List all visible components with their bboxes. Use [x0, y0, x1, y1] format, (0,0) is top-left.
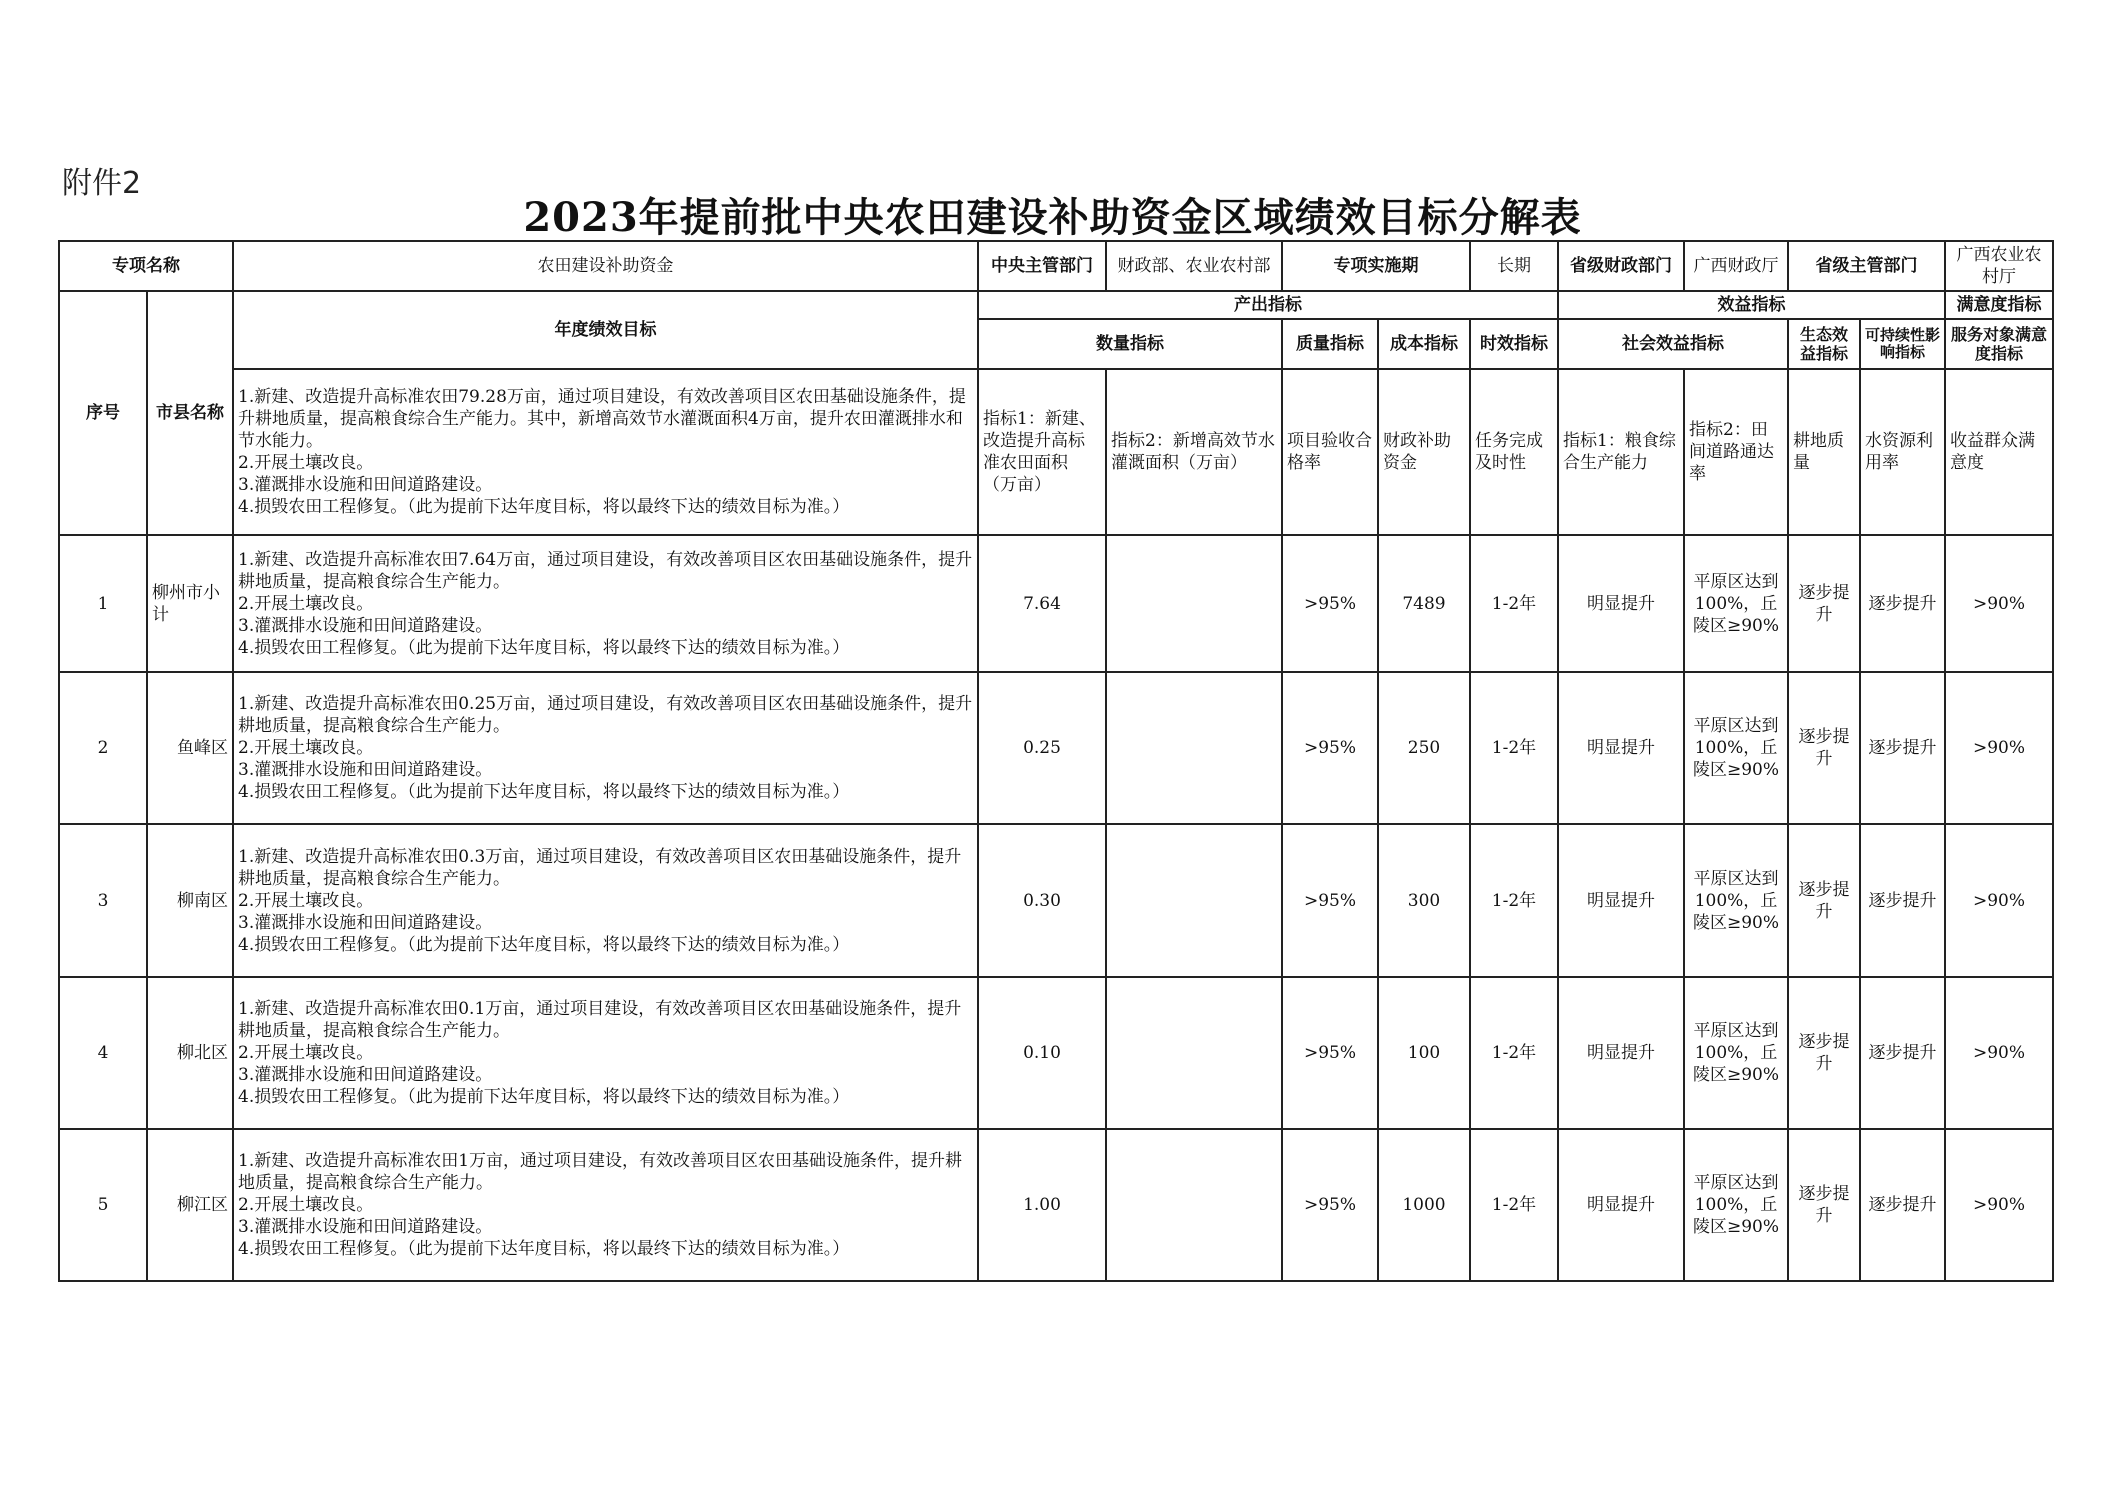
row-time: 1-2年: [1470, 977, 1558, 1129]
row-irrigation: [1106, 977, 1282, 1129]
row-cost: 1000: [1378, 1129, 1470, 1281]
row-grain: 明显提升: [1558, 672, 1684, 824]
row-county: 柳江区: [147, 1129, 233, 1281]
row-area: 0.30: [978, 824, 1106, 977]
row-eco: 逐步提升: [1788, 824, 1860, 977]
row-goal-line: 4.损毁农田工程修复。（此为提前下达年度目标，将以最终下达的绩效目标为准。）: [238, 1239, 850, 1259]
indicator-row: [59, 369, 2053, 535]
row-grain: 明显提升: [1558, 535, 1684, 672]
row-water: 逐步提升: [1860, 824, 1945, 977]
cost-header: 成本指标: [1378, 319, 1470, 369]
row-irrigation: [1106, 672, 1282, 824]
indicator-road: 指标2：田间道路通达率: [1684, 369, 1788, 535]
prov-finance-label: 省级财政部门: [1558, 241, 1684, 291]
row-goal-line: 2.开展土壤改良。: [238, 738, 374, 758]
row-quality: >95%: [1282, 672, 1378, 824]
central-dept-value: 财政部、农业农村部: [1106, 241, 1282, 291]
row-goal-line: 3.灌溉排水设施和田间道路建设。: [238, 912, 493, 933]
row-grain: 明显提升: [1558, 824, 1684, 977]
row-time: 1-2年: [1470, 1129, 1558, 1281]
project-name-value: 农田建设补助资金: [233, 241, 978, 291]
row-road: 平原区达到100%，丘陵区≥90%: [1684, 977, 1788, 1129]
timeliness-header: 时效指标: [1470, 319, 1558, 369]
annual-goal-header: 年度绩效目标: [233, 291, 978, 369]
row-seq: 4: [59, 977, 147, 1129]
row-goal-line: 4.损毁农田工程修复。（此为提前下达年度目标，将以最终下达的绩效目标为准。）: [238, 782, 850, 802]
indicator-cost: 财政补助资金: [1378, 369, 1470, 535]
row-satisfaction: >90%: [1945, 977, 2053, 1129]
project-name-label: 专项名称: [59, 241, 233, 291]
row-area: 1.00: [978, 1129, 1106, 1281]
row-quality: >95%: [1282, 535, 1378, 672]
row-road: 平原区达到100%，丘陵区≥90%: [1684, 535, 1788, 672]
row-goal-line: 2.开展土壤改良。: [238, 593, 374, 614]
row-satisfaction: >90%: [1945, 535, 2053, 672]
row-seq: 5: [59, 1129, 147, 1281]
row-goal-line: 2.开展土壤改良。: [238, 890, 374, 911]
row-goal-line: 2.开展土壤改良。: [238, 1195, 374, 1215]
row-goal-line: 1.新建、改造提升高标准农田0.1万亩，通过项目建设，有效改善项目区农田基础设施条件，提升耕地质量，提高粮食综合生产能力。: [238, 999, 962, 1041]
sustainable-header: 可持续性影响指标: [1860, 319, 1945, 369]
row-satisfaction: >90%: [1945, 824, 2053, 977]
overall-goal-line: 4.损毁农田工程修复。（此为提前下达年度目标，将以最终下达的绩效目标为准。）: [238, 497, 850, 517]
row-water: 逐步提升: [1860, 672, 1945, 824]
indicator-irrigation: 指标2：新增高效节水灌溉面积（万亩）: [1106, 369, 1282, 535]
row-eco: 逐步提升: [1788, 535, 1860, 672]
row-cost: 250: [1378, 672, 1470, 824]
row-goal-line: 1.新建、改造提升高标准农田7.64万亩，通过项目建设，有效改善项目区农田基础设施条件，提升耕地质量，提高粮食综合生产能力。: [238, 549, 973, 592]
attachment-label: 附件2: [62, 166, 142, 201]
table-row: [59, 977, 2053, 1129]
overall-goal: [233, 369, 978, 535]
row-quality: >95%: [1282, 1129, 1378, 1281]
overall-goal-line: 3.灌溉排水设施和田间道路建设。: [238, 475, 493, 495]
social-header: 社会效益指标: [1558, 319, 1788, 369]
row-time: 1-2年: [1470, 824, 1558, 977]
row-satisfaction: >90%: [1945, 1129, 2053, 1281]
row-goal-line: 2.开展土壤改良。: [238, 1043, 374, 1063]
table-row: [59, 672, 2053, 824]
indicator-timeliness: 任务完成及时性: [1470, 369, 1558, 535]
prov-finance-value: 广西财政厅: [1684, 241, 1788, 291]
row-cost: 100: [1378, 977, 1470, 1129]
table-row: [59, 1129, 2053, 1281]
row-eco: 逐步提升: [1788, 1129, 1860, 1281]
row-road: 平原区达到100%，丘陵区≥90%: [1684, 672, 1788, 824]
row-road: 平原区达到100%，丘陵区≥90%: [1684, 824, 1788, 977]
indicator-grain: 指标1：粮食综合生产能力: [1558, 369, 1684, 535]
performance-table: [58, 240, 2054, 1282]
row-area: 7.64: [978, 535, 1106, 672]
indicator-quality: 项目验收合格率: [1282, 369, 1378, 535]
prov-dept-value: 广西农业农村厅: [1945, 241, 2053, 291]
row-county: 柳南区: [147, 824, 233, 977]
indicator-satisfaction: 收益群众满意度: [1945, 369, 2053, 535]
row-irrigation: [1106, 824, 1282, 977]
period-value: 长期: [1470, 241, 1558, 291]
row-quality: >95%: [1282, 824, 1378, 977]
row-irrigation: [1106, 1129, 1282, 1281]
row-goal: [233, 1129, 978, 1281]
row-water: 逐步提升: [1860, 977, 1945, 1129]
row-goal-line: 3.灌溉排水设施和田间道路建设。: [238, 1217, 493, 1237]
row-goal-line: 4.损毁农田工程修复。（此为提前下达年度目标，将以最终下达的绩效目标为准。）: [238, 934, 850, 955]
row-seq: 1: [59, 535, 147, 672]
benefit-header: 效益指标: [1558, 291, 1945, 319]
indicator-water: 水资源利用率: [1860, 369, 1945, 535]
row-quality: >95%: [1282, 977, 1378, 1129]
row-road: 平原区达到100%，丘陵区≥90%: [1684, 1129, 1788, 1281]
row-water: 逐步提升: [1860, 1129, 1945, 1281]
row-eco: 逐步提升: [1788, 672, 1860, 824]
seq-header: 序号: [59, 291, 147, 535]
page-title: 2023年提前批中央农田建设补助资金区域绩效目标分解表: [523, 194, 1582, 241]
row-irrigation: [1106, 535, 1282, 672]
period-label: 专项实施期: [1282, 241, 1470, 291]
ecological-header: 生态效益指标: [1788, 319, 1860, 369]
row-goal: [233, 672, 978, 824]
overall-goal-line: 1.新建、改造提升高标准农田79.28万亩，通过项目建设，有效改善项目区农田基础设施条件，提升耕地质量，提高粮食综合生产能力。其中，新增高效节水灌溉面积4万亩，提升农田灌溉排水和节水能力。: [238, 387, 966, 451]
row-goal: [233, 977, 978, 1129]
quality-header: 质量指标: [1282, 319, 1378, 369]
table-row: [59, 824, 2053, 977]
header-category-row: [59, 291, 2053, 319]
row-county: 柳北区: [147, 977, 233, 1129]
row-area: 0.10: [978, 977, 1106, 1129]
row-goal-line: 1.新建、改造提升高标准农田0.3万亩，通过项目建设，有效改善项目区农田基础设施条件，提升耕地质量，提高粮食综合生产能力。: [238, 846, 962, 889]
row-cost: 300: [1378, 824, 1470, 977]
row-area: 0.25: [978, 672, 1106, 824]
row-goal-line: 4.损毁农田工程修复。（此为提前下达年度目标，将以最终下达的绩效目标为准。）: [238, 637, 850, 658]
row-satisfaction: >90%: [1945, 672, 2053, 824]
row-goal-line: 3.灌溉排水设施和田间道路建设。: [238, 760, 493, 780]
indicator-ecological: 耕地质量: [1788, 369, 1860, 535]
satisfaction-header: 满意度指标: [1945, 291, 2053, 319]
row-county: 鱼峰区: [147, 672, 233, 824]
row-goal-line: 4.损毁农田工程修复。（此为提前下达年度目标，将以最终下达的绩效目标为准。）: [238, 1087, 850, 1107]
row-seq: 3: [59, 824, 147, 977]
row-eco: 逐步提升: [1788, 977, 1860, 1129]
row-time: 1-2年: [1470, 672, 1558, 824]
row-grain: 明显提升: [1558, 1129, 1684, 1281]
row-cost: 7489: [1378, 535, 1470, 672]
row-goal: [233, 535, 978, 672]
county-header: 市县名称: [147, 291, 233, 535]
row-water: 逐步提升: [1860, 535, 1945, 672]
service-header: 服务对象满意度指标: [1945, 319, 2053, 369]
row-time: 1-2年: [1470, 535, 1558, 672]
row-goal-line: 3.灌溉排水设施和田间道路建设。: [238, 1065, 493, 1085]
row-goal-line: 1.新建、改造提升高标准农田1万亩，通过项目建设，有效改善项目区农田基础设施条件，提升耕地质量，提高粮食综合生产能力。: [238, 1151, 963, 1193]
indicator-area: 指标1：新建、改造提升高标准农田面积（万亩）: [978, 369, 1106, 535]
row-goal-line: 1.新建、改造提升高标准农田0.25万亩，通过项目建设，有效改善项目区农田基础设施条件，提升耕地质量，提高粮食综合生产能力。: [238, 694, 973, 736]
row-goal-line: 3.灌溉排水设施和田间道路建设。: [238, 615, 493, 636]
output-header: 产出指标: [978, 291, 1558, 319]
table-row: [59, 535, 2053, 672]
row-grain: 明显提升: [1558, 977, 1684, 1129]
prov-dept-label: 省级主管部门: [1788, 241, 1945, 291]
quantity-header: 数量指标: [978, 319, 1282, 369]
header-info-row: [59, 241, 2053, 291]
row-goal: [233, 824, 978, 977]
central-dept-label: 中央主管部门: [978, 241, 1106, 291]
row-seq: 2: [59, 672, 147, 824]
overall-goal-line: 2.开展土壤改良。: [238, 453, 374, 473]
row-county: 柳州市小计: [147, 535, 233, 672]
